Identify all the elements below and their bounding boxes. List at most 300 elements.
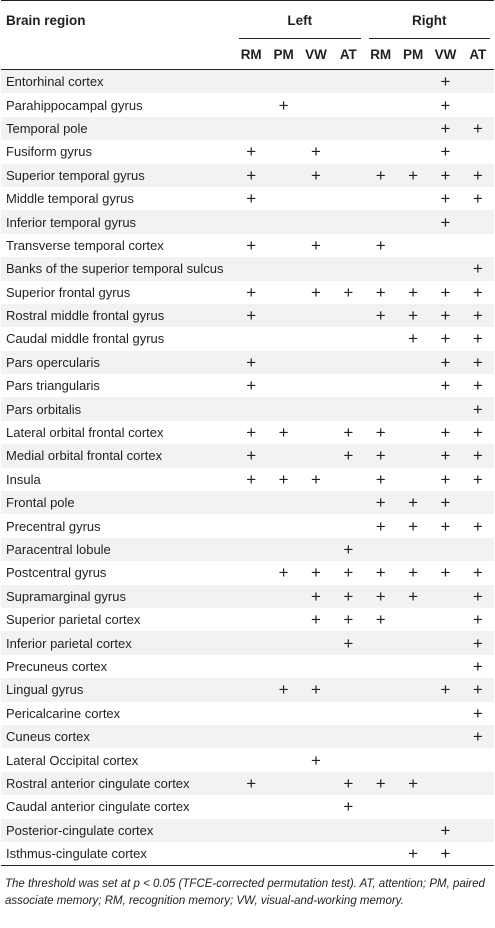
significance-mark-cell xyxy=(397,468,429,491)
significance-mark-cell xyxy=(235,327,267,350)
significance-mark-cell xyxy=(235,491,267,514)
significance-mark-cell xyxy=(429,585,461,608)
significance-mark-cell xyxy=(365,631,397,654)
significance-mark-cell xyxy=(429,234,461,257)
region-name-cell: Banks of the superior temporal sulcus xyxy=(6,261,224,277)
significance-mark-cell: + xyxy=(375,282,386,302)
significance-mark-cell xyxy=(267,631,299,654)
significance-mark-cell: + xyxy=(343,563,354,583)
table-row xyxy=(1,795,494,818)
significance-mark-cell: + xyxy=(310,750,321,770)
region-name-cell: Isthmus-cingulate cortex xyxy=(6,846,147,862)
table-row xyxy=(1,491,494,514)
region-name-cell: Inferior parietal cortex xyxy=(6,635,132,651)
significance-mark-cell xyxy=(300,351,332,374)
significance-mark-cell: + xyxy=(246,446,257,466)
column-header-right-at: AT xyxy=(469,46,487,62)
significance-mark-cell xyxy=(332,678,364,701)
significance-mark-cell xyxy=(300,210,332,233)
table-row xyxy=(1,514,494,537)
region-column-header: Brain region xyxy=(6,12,86,28)
significance-mark-cell: + xyxy=(375,165,386,185)
region-name-cell: Temporal pole xyxy=(6,120,88,136)
table-row xyxy=(1,655,494,678)
significance-mark-cell xyxy=(332,397,364,420)
significance-mark-cell xyxy=(300,725,332,748)
significance-mark-cell xyxy=(267,351,299,374)
significance-mark-cell xyxy=(462,795,494,818)
significance-mark-cell xyxy=(235,210,267,233)
significance-mark-cell: + xyxy=(472,469,483,489)
significance-mark-cell xyxy=(397,421,429,444)
region-name-cell: Lingual gyrus xyxy=(6,682,84,698)
significance-mark-cell xyxy=(332,491,364,514)
significance-mark-cell: + xyxy=(472,165,483,185)
region-name-cell: Paracentral lobule xyxy=(6,542,111,557)
significance-mark-cell xyxy=(332,725,364,748)
significance-mark-cell xyxy=(397,257,429,280)
region-name-cell: Middle temporal gyrus xyxy=(6,191,134,207)
significance-mark-cell: + xyxy=(408,516,419,536)
significance-mark-cell xyxy=(332,819,364,842)
significance-mark-cell xyxy=(397,538,429,561)
significance-mark-cell xyxy=(397,631,429,654)
significance-mark-cell xyxy=(267,257,299,280)
significance-mark-cell: + xyxy=(472,423,483,443)
region-name-cell: Frontal pole xyxy=(6,495,75,511)
table-row xyxy=(1,468,494,491)
table-row xyxy=(1,210,494,233)
significance-mark-cell xyxy=(462,772,494,795)
significance-mark-cell xyxy=(429,397,461,420)
significance-mark-cell xyxy=(365,93,397,116)
significance-mark-cell xyxy=(300,93,332,116)
significance-mark-cell xyxy=(332,164,364,187)
significance-mark-cell: + xyxy=(440,820,451,840)
significance-mark-cell: + xyxy=(440,680,451,700)
significance-mark-cell: + xyxy=(472,586,483,606)
significance-mark-cell xyxy=(235,585,267,608)
significance-mark-cell xyxy=(267,374,299,397)
significance-mark-cell: + xyxy=(440,165,451,185)
significance-mark-cell: + xyxy=(343,633,354,653)
significance-mark-cell xyxy=(267,187,299,210)
significance-mark-cell: + xyxy=(375,773,386,793)
table-row xyxy=(1,561,494,584)
significance-mark-cell xyxy=(267,842,299,866)
significance-mark-cell: + xyxy=(310,142,321,162)
significance-mark-cell xyxy=(300,702,332,725)
significance-mark-cell: + xyxy=(440,352,451,372)
significance-mark-cell xyxy=(365,117,397,140)
significance-mark-cell: + xyxy=(472,376,483,396)
significance-mark-cell xyxy=(332,351,364,374)
region-name-cell: Rostral anterior cingulate cortex xyxy=(6,775,190,791)
significance-mark-cell xyxy=(267,210,299,233)
region-name-cell: Precuneus cortex xyxy=(6,658,108,674)
significance-mark-cell xyxy=(429,538,461,561)
significance-mark-cell: + xyxy=(246,376,257,396)
significance-mark-cell xyxy=(235,257,267,280)
brain-region-table xyxy=(1,0,494,866)
significance-mark-cell: + xyxy=(310,469,321,489)
significance-mark-cell xyxy=(332,187,364,210)
significance-mark-cell xyxy=(267,538,299,561)
significance-mark-cell xyxy=(462,842,494,866)
significance-mark-cell xyxy=(235,561,267,584)
region-name-cell: Postcentral gyrus xyxy=(6,565,107,581)
significance-mark-cell xyxy=(365,819,397,842)
significance-mark-cell: + xyxy=(472,727,483,747)
significance-mark-cell xyxy=(397,140,429,163)
significance-mark-cell: + xyxy=(408,586,419,606)
significance-mark-cell: + xyxy=(472,563,483,583)
significance-mark-cell xyxy=(397,234,429,257)
significance-mark-cell xyxy=(365,351,397,374)
region-name-cell: Parahippocampal gyrus xyxy=(6,97,143,113)
significance-mark-cell xyxy=(429,795,461,818)
region-name-cell: Insula xyxy=(6,471,41,487)
significance-mark-cell: + xyxy=(440,469,451,489)
region-name-cell: Lateral Occipital cortex xyxy=(6,752,139,768)
region-name-cell: Inferior temporal gyrus xyxy=(6,214,137,230)
region-name-cell: Pericalcarine cortex xyxy=(6,705,121,721)
significance-mark-cell: + xyxy=(408,329,419,349)
significance-mark-cell xyxy=(397,93,429,116)
significance-mark-cell: + xyxy=(278,680,289,700)
significance-mark-cell xyxy=(429,772,461,795)
header-spacer xyxy=(1,39,235,70)
table-row xyxy=(1,281,494,304)
significance-mark-cell: + xyxy=(246,189,257,209)
column-header-left-at: AT xyxy=(339,46,357,62)
significance-mark-cell: + xyxy=(472,189,483,209)
significance-mark-cell xyxy=(235,514,267,537)
significance-mark-cell xyxy=(397,117,429,140)
significance-mark-cell xyxy=(267,491,299,514)
table-row xyxy=(1,725,494,748)
significance-mark-cell: + xyxy=(472,610,483,630)
significance-mark-cell: + xyxy=(408,563,419,583)
significance-mark-cell: + xyxy=(472,306,483,326)
region-name-cell: Superior frontal gyrus xyxy=(6,284,131,300)
significance-mark-cell xyxy=(300,257,332,280)
significance-mark-cell xyxy=(429,257,461,280)
significance-mark-cell: + xyxy=(246,165,257,185)
table-row xyxy=(1,140,494,163)
significance-mark-cell xyxy=(462,491,494,514)
table-row xyxy=(1,608,494,631)
region-name-cell: Pars triangularis xyxy=(6,378,100,394)
column-header-left-rm: RM xyxy=(240,46,262,62)
significance-mark-cell xyxy=(300,538,332,561)
significance-mark-cell: + xyxy=(408,844,419,864)
significance-mark-cell xyxy=(235,725,267,748)
significance-mark-cell xyxy=(267,140,299,163)
significance-mark-cell: + xyxy=(375,516,386,536)
significance-mark-cell: + xyxy=(440,212,451,232)
significance-mark-cell xyxy=(267,117,299,140)
significance-mark-cell: + xyxy=(472,282,483,302)
significance-mark-cell xyxy=(235,117,267,140)
significance-mark-cell: + xyxy=(408,773,419,793)
significance-mark-cell xyxy=(397,351,429,374)
table-row xyxy=(1,421,494,444)
table-row xyxy=(1,374,494,397)
significance-mark-cell xyxy=(300,397,332,420)
table-row xyxy=(1,678,494,701)
significance-mark-cell xyxy=(267,585,299,608)
significance-mark-cell: + xyxy=(472,680,483,700)
significance-mark-cell xyxy=(332,374,364,397)
significance-mark-cell xyxy=(332,70,364,94)
region-name-cell: Supramarginal gyrus xyxy=(6,588,126,604)
significance-mark-cell: + xyxy=(278,95,289,115)
table-row xyxy=(1,631,494,654)
region-name-cell: Lateral orbital frontal cortex xyxy=(6,425,164,441)
significance-mark-cell xyxy=(429,631,461,654)
significance-mark-cell: + xyxy=(440,844,451,864)
column-header-right-pm: PM xyxy=(402,46,424,62)
significance-mark-cell: + xyxy=(246,469,257,489)
significance-mark-cell: + xyxy=(472,352,483,372)
significance-mark-cell: + xyxy=(343,446,354,466)
significance-mark-cell xyxy=(332,210,364,233)
significance-mark-cell xyxy=(365,538,397,561)
significance-mark-cell xyxy=(267,444,299,467)
significance-mark-cell: + xyxy=(246,423,257,443)
significance-mark-cell: + xyxy=(440,142,451,162)
table-row xyxy=(1,842,494,866)
significance-mark-cell xyxy=(365,374,397,397)
significance-mark-cell: + xyxy=(440,72,451,92)
significance-mark-cell: + xyxy=(310,165,321,185)
significance-mark-cell: + xyxy=(440,376,451,396)
significance-mark-cell: + xyxy=(408,493,419,513)
significance-mark-cell xyxy=(235,631,267,654)
significance-mark-cell xyxy=(332,257,364,280)
significance-mark-cell xyxy=(300,842,332,866)
significance-mark-cell: + xyxy=(375,423,386,443)
significance-mark-cell xyxy=(397,70,429,94)
significance-mark-cell: + xyxy=(343,610,354,630)
significance-mark-cell xyxy=(267,397,299,420)
significance-mark-cell xyxy=(300,327,332,350)
significance-mark-cell: + xyxy=(246,773,257,793)
significance-mark-cell: + xyxy=(375,563,386,583)
region-name-cell: Entorhinal cortex xyxy=(6,74,104,90)
significance-mark-cell: + xyxy=(343,282,354,302)
significance-mark-cell xyxy=(235,397,267,420)
significance-mark-cell xyxy=(267,514,299,537)
region-name-cell: Rostral middle frontal gyrus xyxy=(6,308,165,324)
significance-mark-cell xyxy=(300,374,332,397)
significance-mark-cell xyxy=(462,234,494,257)
region-name-cell: Caudal middle frontal gyrus xyxy=(6,331,165,347)
significance-mark-cell: + xyxy=(472,633,483,653)
column-header-left-pm: PM xyxy=(273,46,294,62)
significance-mark-cell xyxy=(429,608,461,631)
significance-mark-cell xyxy=(365,702,397,725)
significance-mark-cell xyxy=(267,819,299,842)
significance-mark-cell xyxy=(397,374,429,397)
table-row xyxy=(1,819,494,842)
significance-mark-cell: + xyxy=(472,703,483,723)
table-row xyxy=(1,585,494,608)
significance-mark-cell xyxy=(332,117,364,140)
significance-mark-cell xyxy=(462,140,494,163)
table-row xyxy=(1,70,494,94)
significance-mark-cell xyxy=(429,702,461,725)
table-row xyxy=(1,164,494,187)
significance-mark-cell: + xyxy=(310,610,321,630)
significance-mark-cell xyxy=(300,117,332,140)
significance-mark-cell xyxy=(300,421,332,444)
significance-mark-cell xyxy=(235,748,267,771)
significance-mark-cell: + xyxy=(375,446,386,466)
significance-mark-cell xyxy=(365,257,397,280)
significance-mark-cell xyxy=(397,725,429,748)
region-name-cell: Superior parietal cortex xyxy=(6,612,141,628)
significance-mark-cell xyxy=(462,70,494,94)
significance-mark-cell xyxy=(300,795,332,818)
significance-mark-cell: + xyxy=(440,516,451,536)
significance-mark-cell xyxy=(267,655,299,678)
significance-mark-cell xyxy=(332,140,364,163)
table-row xyxy=(1,538,494,561)
significance-mark-cell: + xyxy=(375,586,386,606)
significance-mark-cell xyxy=(235,93,267,116)
significance-mark-cell xyxy=(397,655,429,678)
region-name-cell: Caudal anterior cingulate cortex xyxy=(6,799,190,815)
significance-mark-cell xyxy=(397,210,429,233)
significance-mark-cell xyxy=(300,819,332,842)
significance-mark-cell xyxy=(397,795,429,818)
significance-mark-cell xyxy=(365,842,397,866)
significance-mark-cell: + xyxy=(375,610,386,630)
significance-mark-cell: + xyxy=(440,189,451,209)
column-header-right-vw: VW xyxy=(434,46,457,62)
significance-mark-cell xyxy=(300,772,332,795)
region-name-cell: Cuneus cortex xyxy=(6,729,90,745)
significance-mark-cell xyxy=(365,678,397,701)
significance-mark-cell: + xyxy=(472,259,483,279)
significance-mark-cell: + xyxy=(472,656,483,676)
significance-mark-cell xyxy=(365,327,397,350)
table-row xyxy=(1,117,494,140)
significance-mark-cell: + xyxy=(343,797,354,817)
significance-mark-cell xyxy=(462,538,494,561)
significance-mark-cell xyxy=(332,748,364,771)
significance-mark-cell xyxy=(365,655,397,678)
significance-mark-cell xyxy=(235,678,267,701)
significance-mark-cell xyxy=(365,70,397,94)
significance-mark-cell xyxy=(429,748,461,771)
table-row xyxy=(1,187,494,210)
significance-mark-cell xyxy=(332,842,364,866)
significance-mark-cell: + xyxy=(440,563,451,583)
significance-mark-cell: + xyxy=(343,773,354,793)
significance-mark-cell xyxy=(267,164,299,187)
significance-mark-cell: + xyxy=(246,352,257,372)
significance-mark-cell xyxy=(365,140,397,163)
significance-mark-cell: + xyxy=(343,540,354,559)
table-row xyxy=(1,304,494,327)
significance-mark-cell: + xyxy=(310,680,321,700)
significance-mark-cell xyxy=(267,748,299,771)
significance-mark-cell xyxy=(300,491,332,514)
significance-mark-cell xyxy=(235,842,267,866)
significance-mark-cell xyxy=(397,748,429,771)
table-row xyxy=(1,351,494,374)
significance-mark-cell: + xyxy=(375,235,386,255)
significance-mark-cell: + xyxy=(472,118,483,138)
significance-mark-cell: + xyxy=(440,95,451,115)
significance-mark-cell xyxy=(267,725,299,748)
significance-mark-cell xyxy=(300,631,332,654)
table-row xyxy=(1,397,494,420)
region-name-cell: Transverse temporal cortex xyxy=(6,237,164,253)
significance-mark-cell xyxy=(300,70,332,94)
region-name-cell: Superior temporal gyrus xyxy=(6,167,145,183)
table-row xyxy=(1,772,494,795)
significance-mark-cell xyxy=(235,702,267,725)
left-hemisphere-header: Left xyxy=(235,1,365,40)
significance-mark-cell xyxy=(235,819,267,842)
significance-mark-cell xyxy=(397,678,429,701)
significance-mark-cell: + xyxy=(408,165,419,185)
significance-mark-cell xyxy=(267,70,299,94)
significance-mark-cell xyxy=(332,93,364,116)
table-row xyxy=(1,257,494,280)
significance-mark-cell xyxy=(332,468,364,491)
significance-mark-cell xyxy=(267,702,299,725)
significance-mark-cell: + xyxy=(246,142,257,162)
significance-mark-cell xyxy=(365,725,397,748)
significance-mark-cell xyxy=(235,538,267,561)
significance-mark-cell xyxy=(332,304,364,327)
significance-mark-cell: + xyxy=(440,446,451,466)
significance-mark-cell: + xyxy=(375,306,386,326)
significance-mark-cell: + xyxy=(375,493,386,513)
significance-mark-cell xyxy=(300,655,332,678)
table-row xyxy=(1,93,494,116)
significance-mark-cell xyxy=(332,514,364,537)
significance-mark-cell: + xyxy=(440,306,451,326)
table-header xyxy=(1,1,494,70)
significance-mark-cell xyxy=(365,748,397,771)
significance-mark-cell: + xyxy=(440,118,451,138)
significance-mark-cell: + xyxy=(278,423,289,443)
significance-mark-cell xyxy=(300,304,332,327)
significance-mark-cell xyxy=(235,608,267,631)
significance-mark-cell xyxy=(300,514,332,537)
significance-mark-cell xyxy=(397,702,429,725)
significance-mark-cell xyxy=(397,608,429,631)
table-footnote: The threshold was set at p < 0.05 (TFCE-corrected permutation test). AT, attention; PM, paired associate memory; RM, recognition memory; VW, visual-and-working memory. xyxy=(5,878,485,908)
significance-mark-cell: + xyxy=(278,469,289,489)
region-name-cell: Fusiform gyrus xyxy=(6,144,92,160)
region-name-cell: Pars opercularis xyxy=(6,354,100,370)
significance-mark-cell: + xyxy=(472,516,483,536)
significance-mark-cell xyxy=(397,819,429,842)
significance-mark-cell xyxy=(332,702,364,725)
significance-mark-cell: + xyxy=(440,282,451,302)
significance-mark-cell xyxy=(365,187,397,210)
significance-mark-cell xyxy=(235,655,267,678)
significance-mark-cell xyxy=(429,725,461,748)
right-hemisphere-header: Right xyxy=(365,1,495,40)
